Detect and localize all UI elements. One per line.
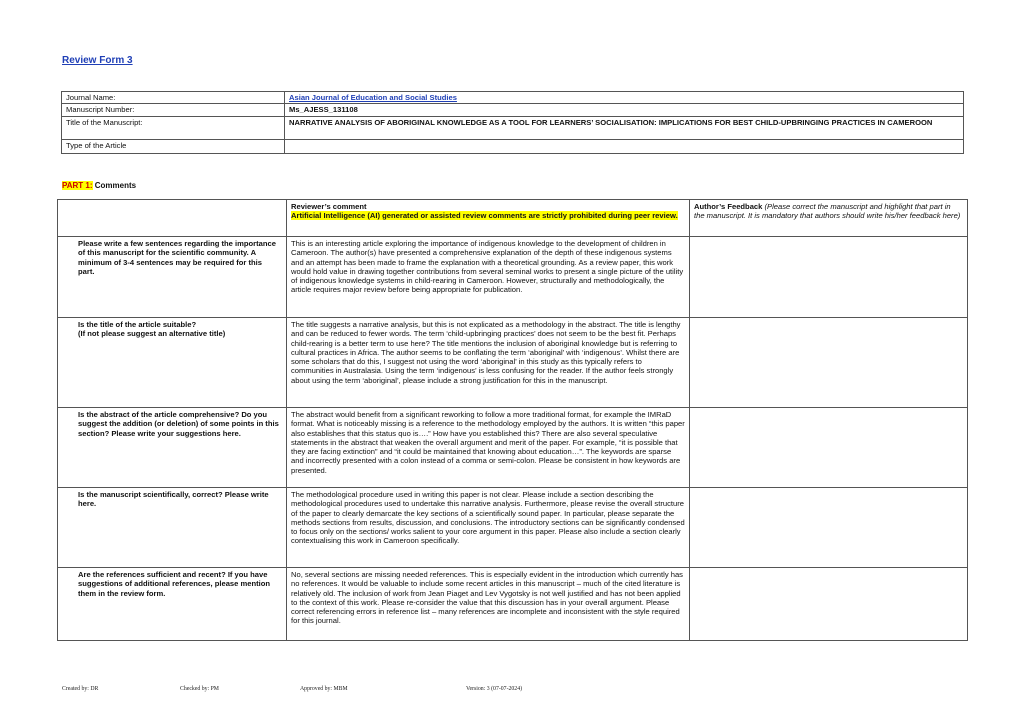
journal-name-row bbox=[62, 92, 964, 104]
footer-approved: Approved by: MBM bbox=[300, 686, 348, 692]
author-feedback-cell[interactable] bbox=[690, 488, 968, 568]
manuscript-title-value: NARRATIVE ANALYSIS OF ABORIGINAL KNOWLEDGE AS A TOOL FOR LEARNERS’ SOCIALISATION: IMPLICATIONS FOR BEST CHILD-UPBRINGING PRACTICES IN CAMEROON bbox=[285, 116, 964, 139]
reviewer-comment-header: Reviewer’s comment bbox=[291, 202, 367, 211]
comment-row-references bbox=[58, 568, 968, 641]
part1-suffix: Comments bbox=[94, 181, 137, 190]
comment-row-scientific bbox=[58, 488, 968, 568]
comments-table bbox=[57, 199, 968, 641]
comment-row-abstract bbox=[58, 408, 968, 488]
footer-checked: Checked by: PM bbox=[180, 686, 219, 692]
reviewer-comment-cell: The title suggests a narrative analysis, but this is not explicated as a methodology in the abstract. The title is lengthy and can be reduced to fewer words. The term ‘child-upbringing practices’ does not seem to be the best fit. Perhaps child-rearing is a better term to use here? The title mentions the inclusion of aboriginal knowledge but is referring to cultural practices in Africa. The author seems to be conflating the term ‘aboriginal’ with ‘indigenous’. Whilst there are some scholars that do this, I suggest not using the word ‘aboriginal’ in this study as this typically refers to communities in Australasia. Using the term ‘indigenous’ is less confusing for the reader. If the author feels strongly about using the term ‘aboriginal’, please include a strong justification for this in the manuscript. bbox=[287, 318, 690, 408]
question-cell: Are the references sufficient and recent? If you have suggestions of additional references, please mention them in the review form. bbox=[58, 568, 287, 641]
ai-warning: Artificial Intelligence (AI) generated or assisted review comments are strictly prohibited during peer review. bbox=[291, 211, 678, 221]
journal-name-label: Journal Name: bbox=[62, 92, 285, 104]
form-title: Review Form 3 bbox=[62, 55, 133, 66]
header-empty-cell bbox=[58, 200, 287, 237]
manuscript-title-row bbox=[62, 116, 964, 139]
journal-name-link[interactable]: Asian Journal of Education and Social Studies bbox=[289, 93, 457, 102]
question-cell: Please write a few sentences regarding the importance of this manuscript for the scientific community. A minimum of 3-4 sentences may be required for this part. bbox=[58, 237, 287, 318]
article-type-value bbox=[285, 139, 964, 153]
footer-created: Created by: DR bbox=[62, 686, 99, 692]
reviewer-comment-cell: The abstract would benefit from a significant reworking to follow a more traditional format, for example the IMRaD format. What is noticeably missing is a reference to the methodology employed by the authors. It is written “this paper also establishes that this status quo is….” How have you established this? There are also several speculative statements in the abstract that weaken the overall argument and merit of the paper. For example, “it is possible that they are facing extinction” and “it could be maintained that knowing about education…”. The keywords are sparse and incorrectly presented with a colon instead of a comma or semi-colon. Please be consistent in how keywords are presented. bbox=[287, 408, 690, 488]
author-feedback-cell[interactable] bbox=[690, 408, 968, 488]
article-type-label: Type of the Article bbox=[62, 139, 285, 153]
part1-label: PART 1: bbox=[62, 181, 93, 190]
reviewer-comment-cell: This is an interesting article exploring the importance of indigenous knowledge to the development of children in Cameroon. The author(s) have presented a comprehensive explanation of the depth of these indigenous systems and an attempt has been made to frame the explanation with a theoretical grounding. As a review paper, this work would hold value in drawing together contributions from several seminal works to present a single picture of the utility of indigenous knowledge systems in child-rearing in Cameroon. However, structurally and methodologically, the article requires major review before being appropriate for publication. bbox=[287, 237, 690, 318]
comment-row-title bbox=[58, 318, 968, 408]
author-feedback-cell[interactable] bbox=[690, 318, 968, 408]
question-cell: Is the title of the article suitable? (If not please suggest an alternative title) bbox=[58, 318, 287, 408]
manuscript-number-row bbox=[62, 104, 964, 116]
part1-heading bbox=[62, 181, 136, 190]
article-type-row bbox=[62, 139, 964, 153]
question-cell: Is the manuscript scientifically, correct? Please write here. bbox=[58, 488, 287, 568]
manuscript-info-table bbox=[61, 91, 964, 154]
manuscript-number-label: Manuscript Number: bbox=[62, 104, 285, 116]
reviewer-comment-cell: No, several sections are missing needed references. This is especially evident in the introduction which currently has no references. It would be valuable to include some recent articles in this manuscript – much of the cited literature is relatively old. The inclusion of work from Jean Piaget and Lev Vygotsky is not well justified and has not been applied to the context of this work. Please re-consider the value that this discussion has in your overall argument. Please correct referencing errors in reference list – many references are incomplete and inconsistent with the style required for this journal. bbox=[287, 568, 690, 641]
manuscript-number-value: Ms_AJESS_131108 bbox=[285, 104, 964, 116]
manuscript-title-label: Title of the Manuscript: bbox=[62, 116, 285, 139]
author-feedback-header: Author’s Feedback bbox=[694, 202, 763, 211]
author-feedback-note: (Please correct the manuscript and highlight that part in the manuscript. It is mandatory that authors should write his/her feedback here) bbox=[694, 202, 961, 221]
comment-row-importance bbox=[58, 237, 968, 318]
reviewer-header-cell bbox=[287, 200, 690, 237]
footer-version: Version: 3 (07-07-2024) bbox=[466, 686, 523, 692]
comments-header-row bbox=[58, 200, 968, 237]
question-cell: Is the abstract of the article comprehensive? Do you suggest the addition (or deletion) of some points in this section? Please write your suggestions here. bbox=[58, 408, 287, 488]
author-feedback-cell[interactable] bbox=[690, 568, 968, 641]
reviewer-comment-cell: The methodological procedure used in writing this paper is not clear. Please include a section describing the methodological procedures used to undertake this narrative analysis. Furthermore, please revise the overall structure of the paper to clearly demarcate the key sections of a scientifically sound paper. In particular, please separate the methods sections from results, discussion, and conclusions. The introductory sections can be significantly condensed to focus only on the sections/ works salient to your core argument in this paper. Please also include a section clearly contextualising this work in Cameroon specifically. bbox=[287, 488, 690, 568]
author-header-cell bbox=[690, 200, 968, 237]
author-feedback-cell[interactable] bbox=[690, 237, 968, 318]
